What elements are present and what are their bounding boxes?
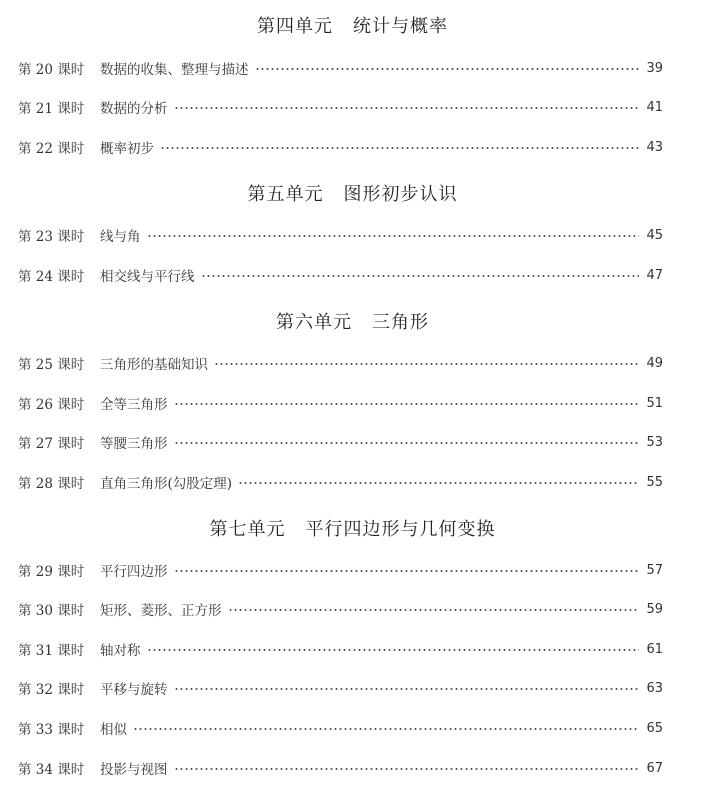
toc-row[interactable] [18, 432, 663, 452]
page-number: 47 [646, 267, 663, 283]
toc-row[interactable] [18, 560, 663, 580]
lesson-title: 数据的收集、整理与描述 [100, 62, 249, 78]
lesson-number: 第 31 课时 [18, 643, 85, 659]
dot-leader [147, 649, 640, 651]
lesson-number: 第 28 课时 [18, 476, 85, 492]
dot-leader [228, 609, 640, 611]
lesson-title: 投影与视图 [100, 762, 168, 778]
dot-leader [201, 275, 640, 277]
unit-title: 第七单元 平行四边形与几何变换 [209, 519, 496, 540]
toc-row[interactable] [18, 472, 663, 492]
lesson-title: 直角三角形(勾股定理) [100, 476, 233, 492]
page-number: 63 [646, 680, 663, 696]
toc-row[interactable] [18, 678, 663, 698]
lesson-number: 第 22 课时 [18, 141, 85, 157]
dot-leader [214, 363, 639, 365]
toc-row[interactable] [18, 599, 663, 619]
dot-leader [238, 482, 639, 484]
toc-row[interactable] [18, 639, 663, 659]
lesson-title: 三角形的基础知识 [100, 357, 208, 373]
page-number: 61 [646, 641, 663, 657]
lesson-number: 第 30 课时 [18, 603, 85, 619]
toc-row[interactable] [18, 758, 663, 778]
page-number: 45 [646, 227, 663, 243]
lesson-number: 第 26 课时 [18, 397, 85, 413]
toc-row[interactable] [18, 137, 663, 157]
lesson-title: 相似 [100, 722, 127, 738]
unit-title: 第五单元 图形初步认识 [247, 184, 458, 205]
lesson-number: 第 33 课时 [18, 722, 85, 738]
dot-leader [174, 107, 640, 109]
page-number: 53 [646, 434, 663, 450]
dot-leader [160, 147, 639, 149]
lesson-number: 第 20 课时 [18, 62, 85, 78]
lesson-title: 数据的分析 [100, 101, 168, 117]
toc-row[interactable] [18, 225, 663, 245]
dot-leader [174, 570, 640, 572]
lesson-number: 第 24 课时 [18, 269, 85, 285]
page-number: 41 [646, 99, 663, 115]
page-number: 49 [646, 355, 663, 371]
lesson-number: 第 25 课时 [18, 357, 85, 373]
dot-leader [174, 442, 640, 444]
lesson-number: 第 27 课时 [18, 436, 85, 452]
toc-row[interactable] [18, 393, 663, 413]
dot-leader [174, 768, 640, 770]
lesson-title: 全等三角形 [100, 397, 168, 413]
lesson-title: 等腰三角形 [100, 436, 168, 452]
dot-leader [174, 688, 640, 690]
toc-row[interactable] [18, 97, 663, 117]
lesson-title: 平行四边形 [100, 564, 168, 580]
lesson-number: 第 21 课时 [18, 101, 85, 117]
lesson-title: 轴对称 [100, 643, 141, 659]
lesson-title: 矩形、菱形、正方形 [100, 603, 222, 619]
page-number: 51 [646, 395, 663, 411]
lesson-number: 第 23 课时 [18, 229, 85, 245]
lesson-title: 平移与旋转 [100, 682, 168, 698]
unit-title: 第六单元 三角形 [276, 312, 429, 333]
lesson-title: 相交线与平行线 [100, 269, 195, 285]
toc-row[interactable] [18, 718, 663, 738]
dot-leader [147, 235, 640, 237]
page-number: 67 [646, 760, 663, 776]
lesson-title: 概率初步 [100, 141, 154, 157]
lesson-number: 第 29 课时 [18, 564, 85, 580]
page-number: 57 [646, 562, 663, 578]
toc-row[interactable] [18, 58, 663, 78]
toc-row[interactable] [18, 265, 663, 285]
page-number: 43 [646, 139, 663, 155]
page-number: 59 [646, 601, 663, 617]
unit-title: 第四单元 统计与概率 [257, 16, 448, 37]
dot-leader [255, 68, 640, 70]
lesson-title: 线与角 [100, 229, 141, 245]
toc-row[interactable] [18, 353, 663, 373]
page-number: 39 [646, 60, 663, 76]
dot-leader [133, 728, 639, 730]
page-number: 65 [646, 720, 663, 736]
lesson-number: 第 32 课时 [18, 682, 85, 698]
page-number: 55 [646, 474, 663, 490]
dot-leader [174, 403, 640, 405]
lesson-number: 第 34 课时 [18, 762, 85, 778]
